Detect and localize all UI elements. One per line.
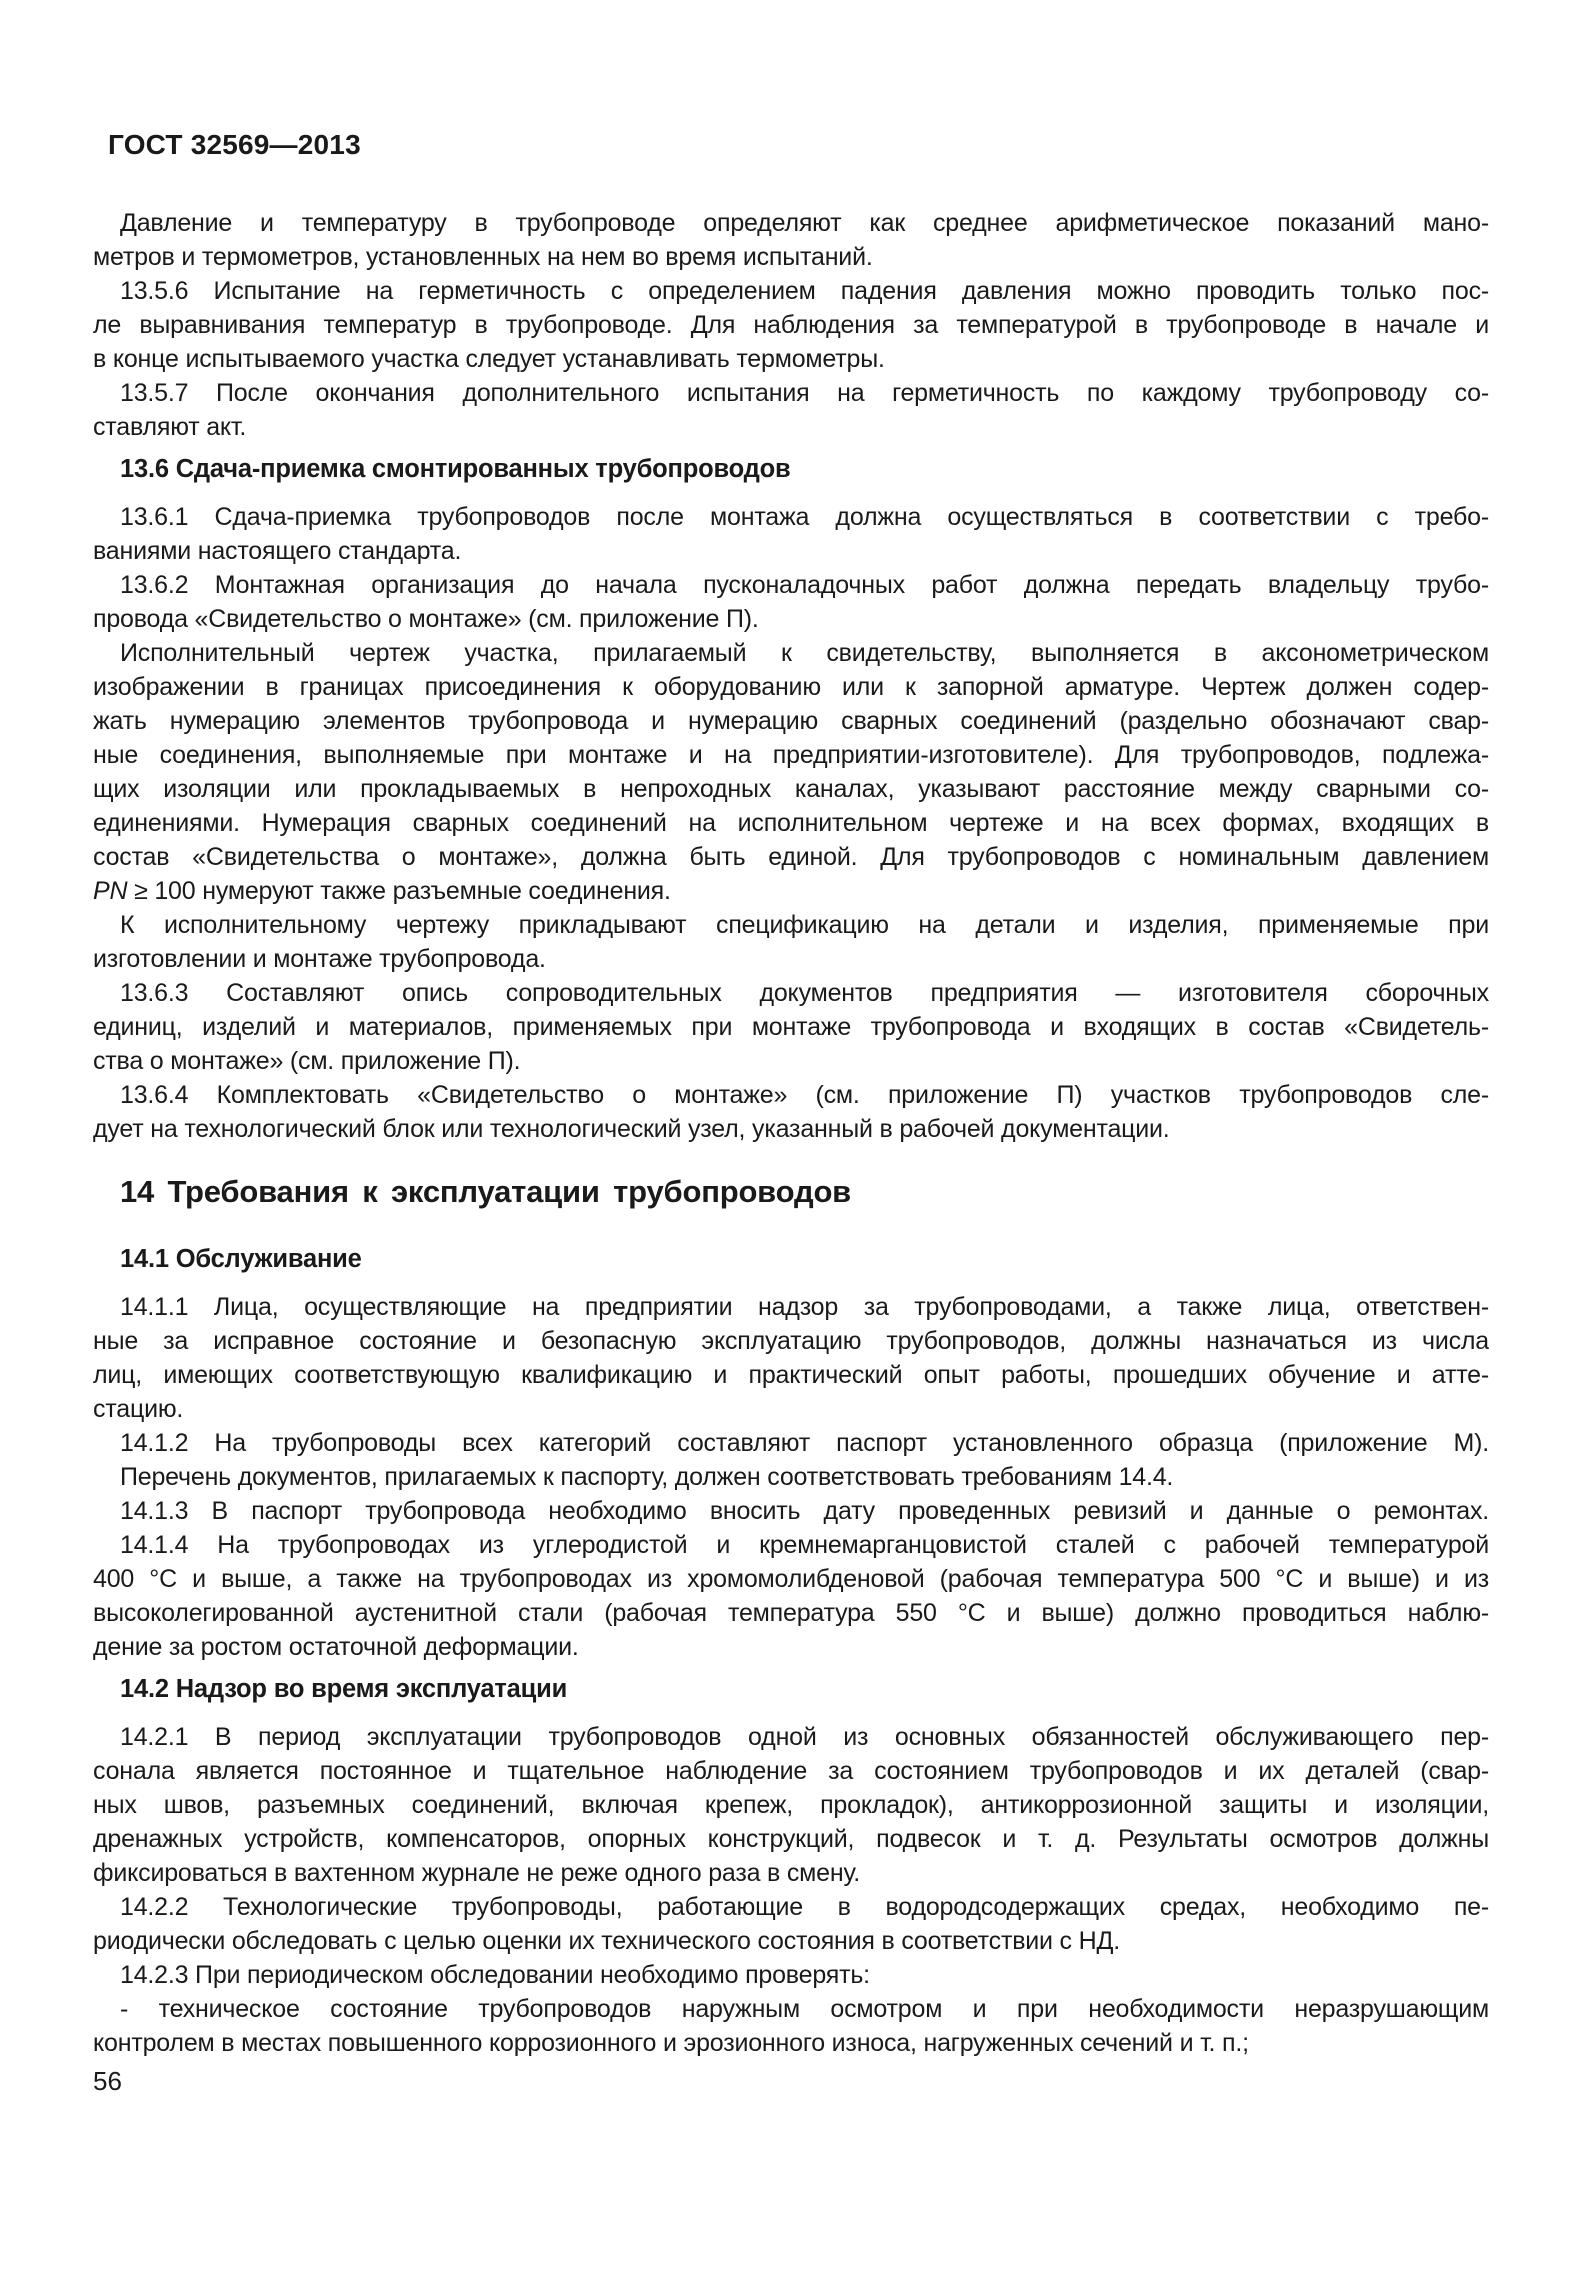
section-heading: 14.2 Надзор во время эксплуатации xyxy=(120,1675,568,1703)
text-line xyxy=(93,840,1489,874)
text-run: щих изоляции или прокладываемых в непроходных каналах, указывают расстояние между сварными со- xyxy=(93,775,1489,803)
text-line xyxy=(93,1392,1489,1426)
text-line xyxy=(93,1426,1489,1460)
text-line xyxy=(93,342,1489,376)
text-line xyxy=(93,534,1489,568)
text-line xyxy=(93,976,1489,1010)
text-run: ставляют акт. xyxy=(93,413,247,441)
text-run: ные за исправное состояние и безопасную эксплуатацию трубопроводов, должны назначаться из числа xyxy=(93,1327,1489,1355)
text-line xyxy=(93,1788,1489,1822)
text-line xyxy=(93,1596,1489,1630)
text-run: стацию. xyxy=(93,1395,184,1423)
text-run: ства о монтаже» (см. приложение П). xyxy=(93,1047,521,1075)
paragraph xyxy=(93,1426,1489,1460)
text-run: дренажных устройств, компенсаторов, опорных конструкций, подвесок и т. д. Результаты осмотров должны xyxy=(93,1825,1489,1853)
text-run: изображении в границах присоединения к оборудованию или к запорной арматуре. Чертеж должен содер- xyxy=(93,673,1489,701)
paragraph xyxy=(93,636,1489,908)
text-run: Исполнительный чертеж участка, прилагаемый к свидетельству, выполняется в аксонометрическом xyxy=(120,639,1489,667)
text-run: единиц, изделий и материалов, применяемых при монтаже трубопровода и входящих в состав «Свидетель- xyxy=(93,1013,1489,1041)
text-run: ваниями настоящего стандарта. xyxy=(93,537,462,565)
page-content xyxy=(93,128,1489,2060)
italic-text-run: PN xyxy=(93,877,128,905)
text-line xyxy=(93,806,1489,840)
text-line xyxy=(93,1890,1489,1924)
text-run: провода «Свидетельство о монтаже» (см. приложение П). xyxy=(93,605,759,633)
text-line xyxy=(93,1958,1489,1992)
paragraph xyxy=(93,976,1489,1078)
text-line xyxy=(93,738,1489,772)
text-run: К исполнительному чертежу прикладывают спецификацию на детали и изделия, применяемые при xyxy=(120,911,1489,939)
text-line xyxy=(93,1924,1489,1958)
text-line xyxy=(93,772,1489,806)
text-run: 14.1.3 В паспорт трубопровода необходимо вносить дату проведенных ревизий и данные о ремонтах. xyxy=(120,1497,1489,1525)
text-line xyxy=(93,1494,1489,1528)
paragraph xyxy=(93,206,1489,274)
text-run: ≥ 100 нумеруют также разъемные соединения. xyxy=(127,877,671,905)
text-run: жать нумерацию элементов трубопровода и нумерацию сварных соединений (раздельно обозначают свар- xyxy=(93,707,1489,735)
text-line xyxy=(93,1460,1489,1494)
text-run: фиксироваться в вахтенном журнале не реже одного раза в смену. xyxy=(93,1859,861,1887)
text-run: 13.6.1 Сдача-приемка трубопроводов после монтажа должна осуществляться в соответствии с требо- xyxy=(120,503,1489,531)
text-line xyxy=(93,1112,1489,1146)
text-line xyxy=(93,240,1489,274)
paragraph xyxy=(93,1528,1489,1664)
text-run: состав «Свидетельства о монтаже», должна быть единой. Для трубопроводов с номинальным давлением xyxy=(93,843,1489,871)
text-run: ле выравнивания температур в трубопроводе. Для наблюдения за температурой в трубопроводе в начале и xyxy=(93,311,1489,339)
text-run: 14.2.1 В период эксплуатации трубопроводов одной из основных обязанностей обслуживающего пер- xyxy=(120,1723,1489,1751)
text-run: 400 °С и выше, а также на трубопроводах из хромомолибденовой (рабочая температура 500 °С и выше) и из xyxy=(93,1565,1489,1593)
paragraph xyxy=(93,908,1489,976)
text-line xyxy=(93,1010,1489,1044)
text-run: Перечень документов, прилагаемых к паспорту, должен соответствовать требованиям 14.4. xyxy=(120,1463,1174,1491)
text-run: ных швов, разъемных соединений, включая крепеж, прокладок), антикоррозионной защиты и изоляции, xyxy=(93,1791,1489,1819)
text-run: высоколегированной аустенитной стали (рабочая температура 550 °С и выше) должно проводиться наблю- xyxy=(93,1599,1489,1627)
text-line xyxy=(93,1720,1489,1754)
text-line xyxy=(93,636,1489,670)
text-run: риодически обследовать с целью оценки их технического состояния в соответствии с НД. xyxy=(93,1927,1120,1955)
text-line xyxy=(93,1528,1489,1562)
paragraph xyxy=(93,1078,1489,1146)
text-line xyxy=(93,602,1489,636)
page-number: 56 xyxy=(93,2066,122,2096)
text-line xyxy=(93,1044,1489,1078)
paragraph xyxy=(93,1890,1489,1958)
text-line xyxy=(93,670,1489,704)
text-run: ные соединения, выполняемые при монтаже и на предприятии-изготовителе). Для трубопроводов, подлежа- xyxy=(93,741,1489,769)
text-run: 14.2.2 Технологические трубопроводы, работающие в водородсодержащих средах, необходимо пе- xyxy=(120,1893,1489,1921)
text-line xyxy=(93,500,1489,534)
text-run: метров и термометров, установленных на нем во время испытаний. xyxy=(93,243,873,271)
text-line xyxy=(93,1324,1489,1358)
paragraph xyxy=(93,1460,1489,1494)
text-run: 13.6.4 Комплектовать «Свидетельство о монтаже» (см. приложение П) участков трубопроводов сле- xyxy=(120,1081,1489,1109)
section-heading: 13.6 Сдача-приемка смонтированных трубопроводов xyxy=(120,455,791,483)
paragraph xyxy=(93,274,1489,376)
text-run: 13.5.7 После окончания дополнительного испытания на герметичность по каждому трубопроводу со- xyxy=(120,379,1489,407)
text-run: 13.6.3 Составляют опись сопроводительных документов предприятия — изготовителя сборочных xyxy=(120,979,1489,1007)
paragraph xyxy=(93,1992,1489,2060)
text-line xyxy=(93,1630,1489,1664)
section-heading: 14.1 Обслуживание xyxy=(120,1245,362,1273)
text-run: единениями. Нумерация сварных соединений на исполнительном чертеже и на всех формах, входящих в xyxy=(93,809,1489,837)
paragraph xyxy=(93,1720,1489,1890)
text-line xyxy=(93,1992,1489,2026)
text-run: 13.6.2 Монтажная организация до начала пусконаладочных работ должна передать владельцу трубо- xyxy=(120,571,1489,599)
paragraph xyxy=(93,500,1489,568)
text-line xyxy=(93,1078,1489,1112)
text-line xyxy=(93,206,1489,240)
text-run: сонала является постоянное и тщательное наблюдение за состоянием трубопроводов и их деталей (свар- xyxy=(93,1757,1489,1785)
text-run: изготовлении и монтаже трубопровода. xyxy=(93,945,546,973)
text-run: в конце испытываемого участка следует устанавливать термометры. xyxy=(93,345,885,373)
text-run: дует на технологический блок или технологический узел, указанный в рабочей документации. xyxy=(93,1115,1170,1143)
text-line xyxy=(93,1358,1489,1392)
text-run: дение за ростом остаточной деформации. xyxy=(93,1633,579,1661)
text-line xyxy=(93,942,1489,976)
text-run: 14.1.4 На трубопроводах из углеродистой и кремнемарганцовистой сталей с рабочей температурой xyxy=(120,1531,1489,1559)
text-line xyxy=(93,410,1489,444)
text-run: 14.2.3 При периодическом обследовании необходимо проверять: xyxy=(120,1961,870,1989)
text-run: 14.1.1 Лица, осуществляющие на предприятии надзор за трубопроводами, а также лица, ответствен- xyxy=(120,1293,1489,1321)
text-line xyxy=(93,308,1489,342)
paragraph xyxy=(93,1958,1489,1992)
paragraph xyxy=(93,1290,1489,1426)
text-line xyxy=(93,376,1489,410)
text-run: контролем в местах повышенного коррозионного и эрозионного износа, нагруженных сечений и т. п.; xyxy=(93,2029,1249,2057)
text-run: 14.1.2 На трубопроводы всех категорий составляют паспорт установленного образца (приложение М). xyxy=(120,1429,1489,1457)
standard-number-header: ГОСТ 32569—2013 xyxy=(108,129,361,160)
text-line xyxy=(93,274,1489,308)
text-run: 13.5.6 Испытание на герметичность с определением падения давления можно проводить только пос- xyxy=(120,277,1489,305)
paragraph xyxy=(93,376,1489,444)
document-body xyxy=(93,206,1489,2060)
text-line xyxy=(93,1754,1489,1788)
text-run: лиц, имеющих соответствующую квалификацию и практический опыт работы, прошедших обучение и атте- xyxy=(93,1361,1489,1389)
text-run: Давление и температуру в трубопроводе определяют как среднее арифметическое показаний мано- xyxy=(120,209,1489,237)
chapter-heading: 14 Требования к эксплуатации трубопроводов xyxy=(120,1174,852,1209)
paragraph xyxy=(93,1494,1489,1528)
text-line xyxy=(93,874,1489,908)
text-line xyxy=(93,1290,1489,1324)
text-line xyxy=(93,908,1489,942)
text-line xyxy=(93,1822,1489,1856)
paragraph xyxy=(93,568,1489,636)
text-line xyxy=(93,2026,1489,2060)
text-line xyxy=(93,1562,1489,1596)
text-line xyxy=(93,568,1489,602)
text-run: - техническое состояние трубопроводов наружным осмотром и при необходимости неразрушающим xyxy=(120,1995,1489,2023)
text-line xyxy=(93,704,1489,738)
text-line xyxy=(93,1856,1489,1890)
